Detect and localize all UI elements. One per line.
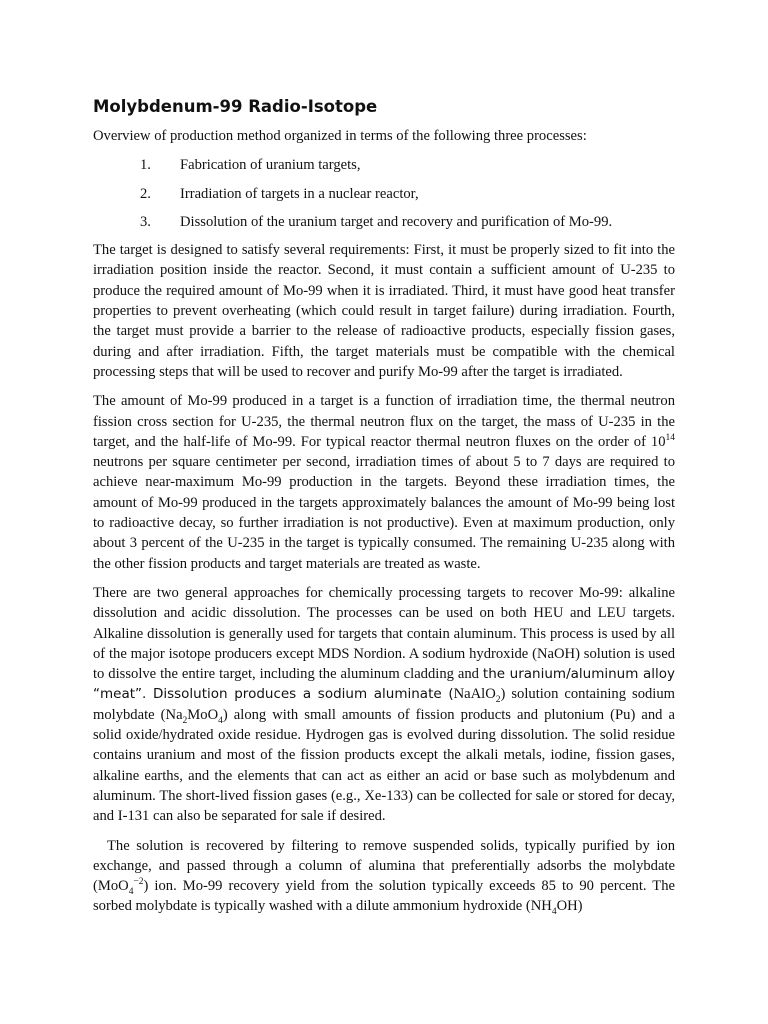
intro-paragraph: Overview of production method organized in terms of the following three processes: bbox=[93, 128, 587, 144]
production-amount-paragraph bbox=[93, 391, 675, 574]
list-text: Fabrication of uranium targets, bbox=[180, 157, 361, 174]
text-run: the uranium/aluminum alloy “meat”. Dissolution produces a sodium aluminate ( bbox=[93, 666, 675, 703]
target-requirements-paragraph: The target is designed to satisfy several requirements: First, it must be properly sized to fit into the irradiation position inside the reactor. Second, it must contain a sufficient amount of U-235 to produce the required amount of Mo-99 when it is irradiated. Third, it must have good heat transfer properties to prevent overheating (which could result in target failure) during irradiation. Fourth, the target must provide a barrier to the release of radioactive products, especially fission gases, during and after irradiation. Fifth, the target materials must be compatible with the chemical processing steps that will be used to recover and purify Mo-99 after the target is irradiated. bbox=[93, 242, 675, 380]
superscript: −2 bbox=[133, 877, 144, 888]
processing-approaches-paragraph bbox=[93, 583, 675, 827]
list-text: Dissolution of the uranium target and recovery and purification of Mo-99. bbox=[180, 213, 613, 230]
page-title: Molybdenum-99 Radio-Isotope bbox=[93, 97, 378, 116]
list-number: 2. bbox=[140, 185, 151, 202]
list-number: 3. bbox=[140, 213, 151, 230]
text-run: neutrons per square centimeter per second, irradiation times of about 5 to 7 days are required to achieve near-maximum Mo-99 production in the targets. Beyond these irradiation times, the amount of Mo-99 produced in the targets approximately balances the amount of Mo-99 being lost to radioactive decay, so further irradiation is not productive). Even at maximum production, only about 3 percent of the U-235 in the target is typically consumed. The remaining U-235 along with the other fission products and target materials are treated as waste. bbox=[93, 454, 675, 572]
subscript: 4 bbox=[128, 887, 134, 897]
process-list bbox=[93, 155, 675, 232]
list-text: Irradiation of targets in a nuclear reactor, bbox=[180, 185, 419, 202]
text-run: ) ion. Mo-99 recovery yield from the solution typically exceeds 85 to 90 percent. The sorbed molybdate is typically washed with a dilute ammonium hydroxide (NH bbox=[93, 878, 675, 915]
text-run: There are two general approaches for chemically processing targets to recover Mo-99: alkaline dissolution and acidic dissolution. The processes can be used on both HEU and LEU targets. Alkaline dissolution is generally used for targets that contain aluminum. This process is used by all of the major isotope producers except MDS Nordion. A sodium hydroxide (NaOH) solution is used to dissolve the entire target, including the aluminum cladding and bbox=[93, 584, 675, 683]
formula: NaAlO bbox=[453, 686, 496, 703]
text-run: ) along with small amounts of fission products and plutonium (Pu) and a solid oxide/hydrated oxide residue. Hydrogen gas is evolved during dissolution. The solid residue contains uranium and most of the fission products except the alkali metals, iodine, fission gases, alkaline earths, and the elements that can act as either an acid or base such as molybdenum and aluminum. The short-lived fission gases (e.g., Xe-133) can be collected for sale or stored for decay, and I-131 can also be separated for sale if desired. bbox=[93, 706, 675, 825]
formula: MoO bbox=[187, 706, 219, 723]
exponent: 14 bbox=[665, 433, 675, 443]
text-run: OH) bbox=[556, 898, 583, 915]
subscript: 4 bbox=[218, 715, 223, 726]
list-item bbox=[93, 212, 675, 232]
text-run: The amount of Mo-99 produced in a target is a function of irradiation time, the thermal neutron fission cross section for U-235, the thermal neutron flux on the target, the mass of U-235 in the target, and the half-life of Mo-99. For typical reactor thermal neutron fluxes on the order of 10 bbox=[93, 393, 675, 450]
subscript: 2 bbox=[182, 715, 188, 726]
list-number: 1. bbox=[140, 157, 151, 174]
list-item bbox=[93, 184, 675, 204]
recovery-paragraph bbox=[93, 836, 675, 917]
subscript: 2 bbox=[495, 695, 501, 706]
subscript: 4 bbox=[551, 907, 557, 918]
list-item bbox=[93, 155, 675, 175]
text-run: The solution is recovered by filtering to remove suspended solids, typically purified by ion exchange, and passed through a column of alumina that preferentially adsorbs the molybdate (MoO bbox=[93, 837, 675, 895]
text-run: ) solution containing sodium molybdate (Na bbox=[93, 686, 675, 723]
